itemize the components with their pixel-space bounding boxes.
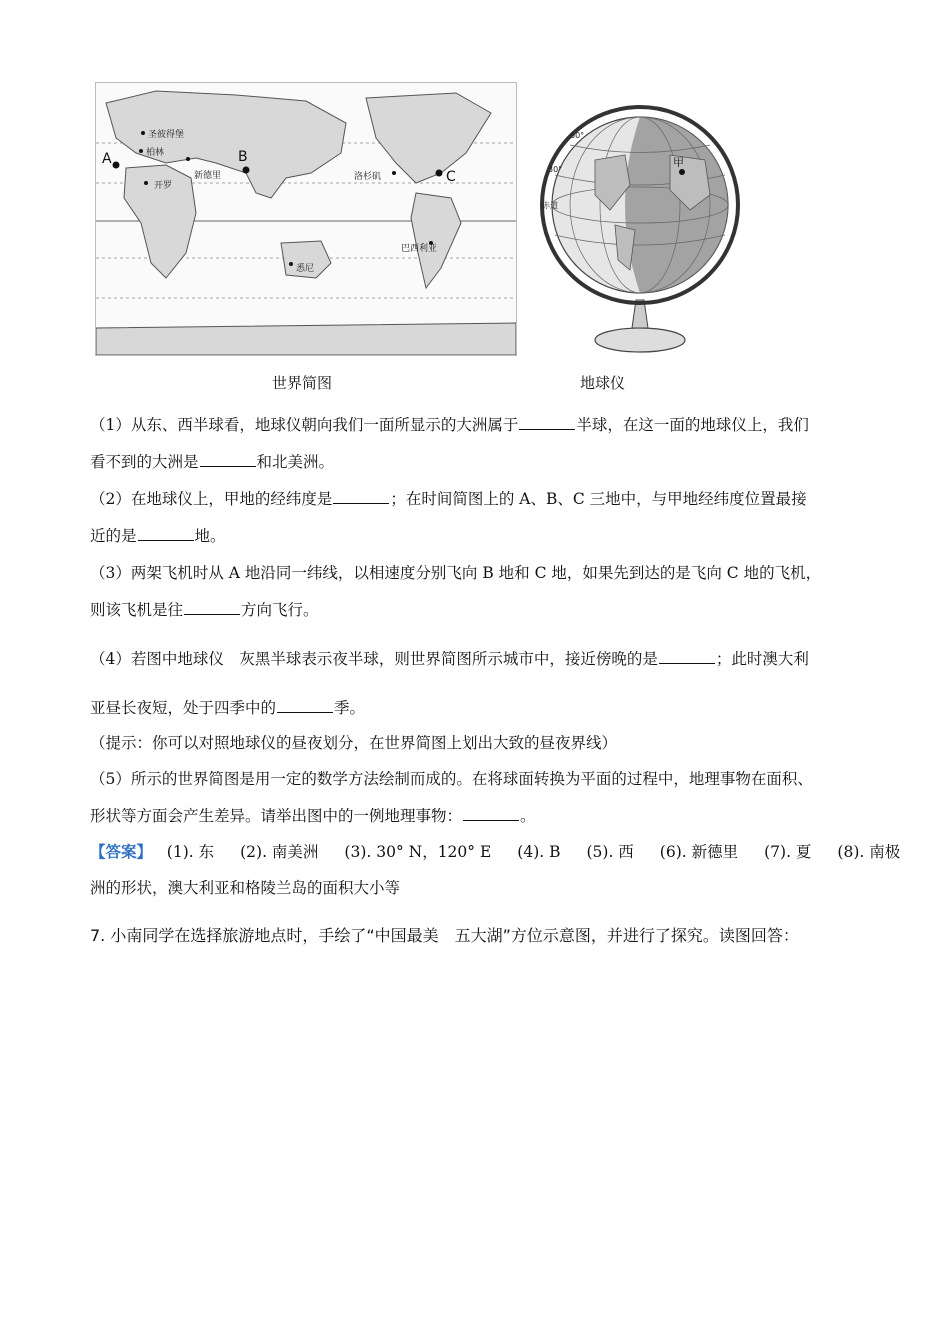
label-los-angeles: 洛杉矶 [354,172,382,182]
q2-text-a: （2）在地球仪上，甲地的经纬度是 [90,490,333,508]
answer-tag: 【答案】 [90,842,153,861]
q1-text-b: 半球，在这一面的地球仪上，我们 [576,416,809,434]
q2-text-b: ；在时间简图上的 A、B、C 三地中，与甲地经纬度位置最接 [390,490,807,508]
q4-blank-1 [659,649,715,664]
answer-item-3: (3). 30° N，120° E [344,843,492,861]
world-map [95,82,517,356]
map-caption: 世界简图 [272,374,333,392]
q3-text-b: 方向飞行。 [241,601,319,619]
answer-item-2: (2). 南美洲 [240,843,319,861]
label-kailuo: 开罗 [154,181,173,191]
answer-item-6: (6). 新德里 [659,843,739,861]
answer-continuation: 洲的形状，澳大利亚和格陵兰岛的面积大小等 [90,879,401,897]
q1-blank-1 [519,415,575,430]
q1-text-a: （1）从东、西半球看，地球仪朝向我们一面所显示的大洲属于 [90,416,519,434]
figure-row [95,82,760,372]
label-berlin: 柏林 [146,148,165,158]
q4-text-c: 亚昼长夜短，处于四季中的 [90,699,277,717]
globe [540,100,755,365]
globe-caption: 地球仪 [580,374,626,392]
q3-line1: （3）两架飞机时从 A 地沿同一纬线，以相速度分别飞向 B 地和 C 地，如果先到达的是飞向 C 地的飞机， [90,564,822,582]
question-7: 7. 小南同学在选择旅游地点时，手绘了“中国最美 五大湖”方位示意图，并进行了探究。读图回答： [90,926,799,945]
q4-line2 [90,697,870,719]
q2-line1 [90,488,870,510]
label-jia: 甲 [673,156,684,169]
q2-text-c: 近的是 [90,527,137,545]
answer-item-8: (8). 南极 [837,843,901,861]
label-st-petersburg: 圣彼得堡 [148,130,185,140]
point-jia-marker [679,169,685,175]
q1-line2 [90,451,870,473]
q3-line2 [90,599,870,621]
label-brasilia: 巴西利亚 [401,244,438,254]
q5-text-b: 。 [520,807,536,825]
answer-line [90,841,901,863]
hint-line: （提示：你可以对照地球仪的昼夜划分，在世界简图上划出大致的昼夜界线） [90,734,618,752]
point-b-marker [243,167,250,174]
q3-text-a: 则该飞机是往 [90,601,184,619]
q4-text-a: （4）若图中地球仪 灰黑半球表示夜半球，则世界简图所示城市中，接近傍晚的是 [90,650,658,668]
point-c-marker [436,170,443,177]
q2-text-d: 地。 [194,527,226,545]
q4-text-d: 季。 [334,699,366,717]
q4-text-b: ；此时澳大利 [715,650,809,668]
q5-line2 [90,805,870,827]
answer-item-5: (5). 西 [586,843,634,861]
globe-drawing [540,100,755,365]
q5-text-a: 形状等方面会产生差异。请举出图中的一例地理事物： [90,807,463,825]
label-equator: 赤道 [542,201,558,210]
world-map-drawing [96,83,516,355]
q1-line1 [90,414,870,436]
q2-blank-1 [333,489,389,504]
q4-blank-2 [277,698,333,713]
point-a-marker [113,162,120,169]
q4-line1 [90,648,870,670]
q3-blank [184,600,240,615]
answer-item-4: (4). B [517,843,561,861]
q5-blank [463,806,519,821]
q2-line2 [90,525,870,547]
q1-text-c: 看不到的大洲是 [90,453,199,471]
label-point-a: A [102,151,112,167]
label-new-delhi: 新德里 [194,171,222,181]
label-lat60: 60° [570,131,585,140]
answer-item-1: (1). 东 [166,843,215,861]
answer-item-7: (7). 夏 [764,843,812,861]
q5-line1: （5）所示的世界简图是用一定的数学方法绘制而成的。在将球面转换为平面的过程中，地理事物在面积、 [90,770,813,788]
label-point-b: B [238,149,248,165]
q2-blank-2 [138,526,194,541]
label-lat30: 30° [548,165,563,174]
q1-blank-2 [200,452,256,467]
label-point-c: C [446,169,456,185]
label-sydney: 悉尼 [296,264,315,274]
q1-text-d: 和北美洲。 [256,453,335,471]
